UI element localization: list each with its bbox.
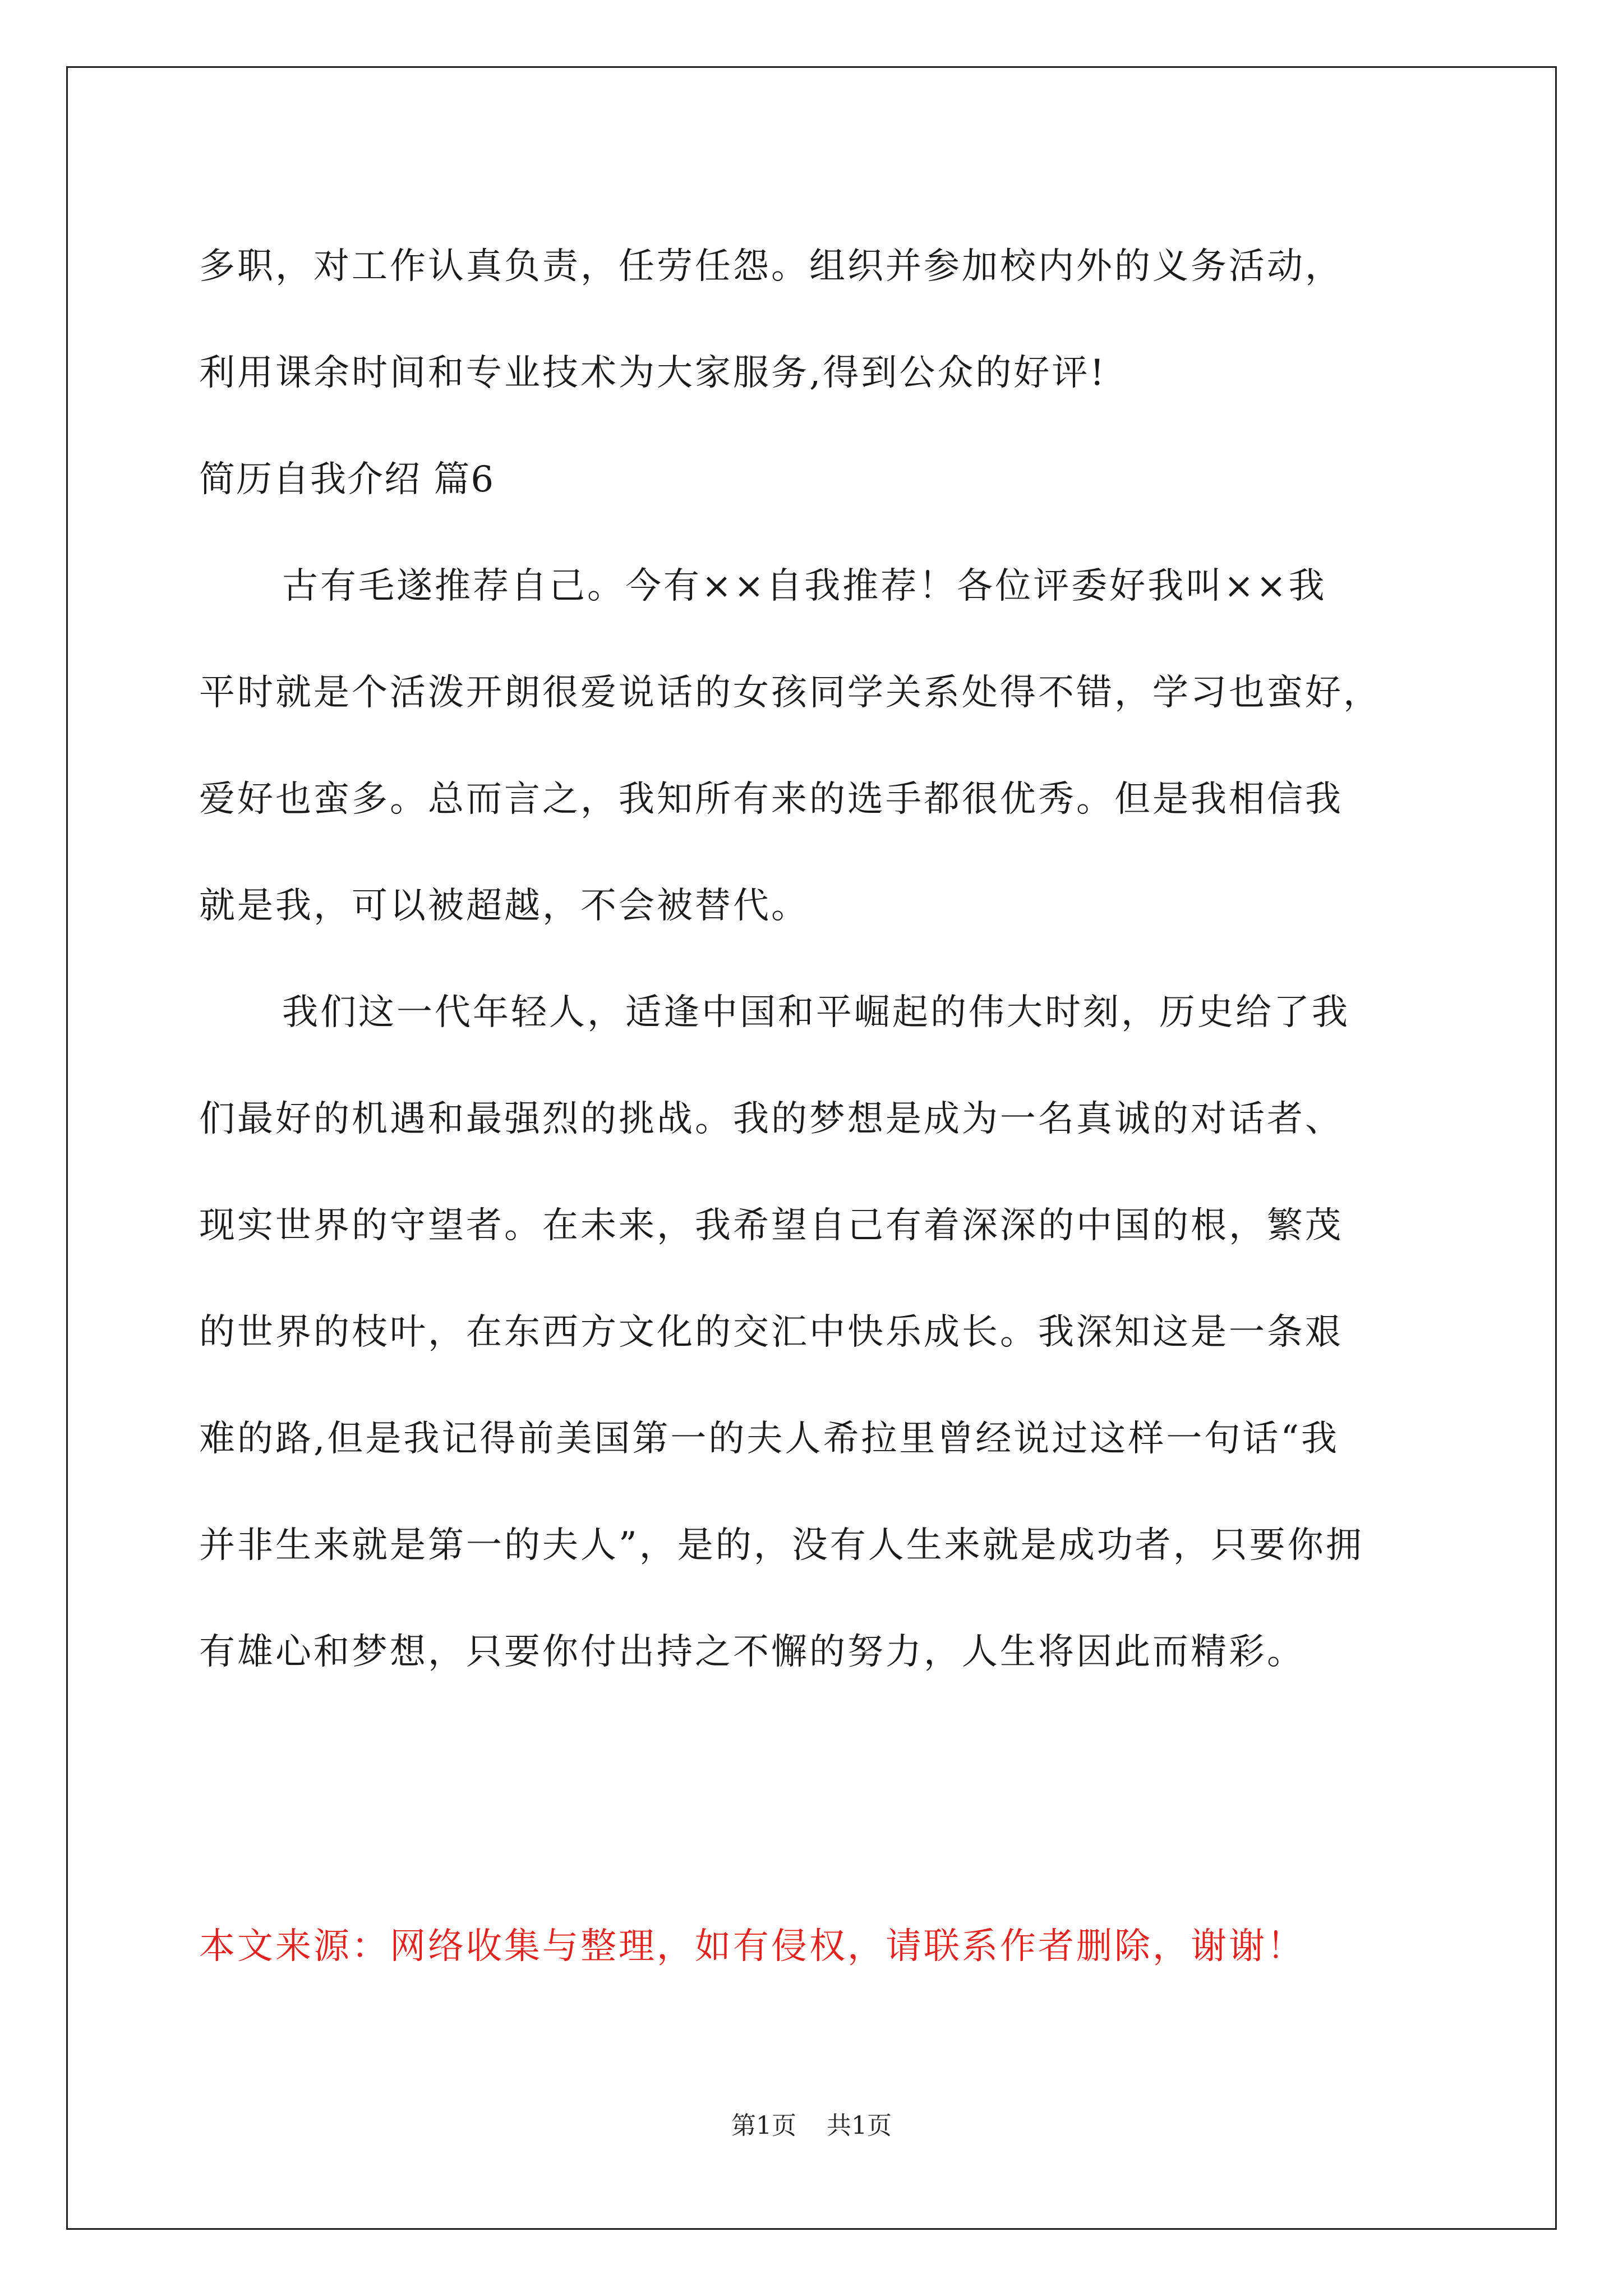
paragraph2-line-2: 们最好的机遇和最强烈的挑战。我的梦想是成为一名真诚的对话者、 — [199, 1098, 1343, 1140]
paragraph2-line-3: 现实世界的守望者。在未来，我希望自己有着深深的中国的根，繁茂 — [199, 1205, 1343, 1246]
paragraph1-line-3: 爱好也蛮多。总而言之，我知所有来的选手都很优秀。但是我相信我 — [199, 779, 1343, 820]
page-footer — [0, 2109, 1623, 2143]
section-title: 简历自我介绍 篇6 — [199, 459, 495, 500]
continuation-line-1: 多职，对工作认真负责，任劳任怨。组织并参加校内外的义务活动， — [199, 246, 1343, 287]
paragraph2-line-1: 我们这一代年轻人，适逢中国和平崛起的伟大时刻，历史给了我 — [282, 992, 1350, 1033]
paragraph1-line-1: 古有毛遂推荐自己。今有××自我推荐！各位评委好我叫××我 — [282, 565, 1327, 607]
document-body — [199, 213, 1438, 1705]
paragraph2-line-7: 有雄心和梦想，只要你付出持之不懈的努力，人生将因此而精彩。 — [199, 1631, 1305, 1673]
paragraph1-line-2: 平时就是个活泼开朗很爱说话的女孩同学关系处得不错，学习也蛮好， — [199, 672, 1381, 714]
paragraph2-line-5: 难的路,但是我记得前美国第一的夫人希拉里曾经说过这样一句话“我 — [199, 1418, 1340, 1460]
paragraph2-line-6: 并非生来就是第一的夫人”，是的，没有人生来就是成功者，只要你拥 — [199, 1525, 1364, 1566]
paragraph1-line-4: 就是我，可以被超越，不会被替代。 — [199, 885, 809, 927]
page-number-current: 第1页 — [731, 2111, 796, 2140]
source-note: 本文来源：网络收集与整理，如有侵权，请联系作者删除，谢谢！ — [199, 1926, 1305, 1967]
page-number-total: 共1页 — [827, 2111, 892, 2140]
continuation-line-2: 利用课余时间和专业技术为大家服务,得到公众的好评! — [199, 352, 1107, 394]
paragraph2-line-4: 的世界的枝叶，在东西方文化的交汇中快乐成长。我深知这是一条艰 — [199, 1312, 1343, 1353]
